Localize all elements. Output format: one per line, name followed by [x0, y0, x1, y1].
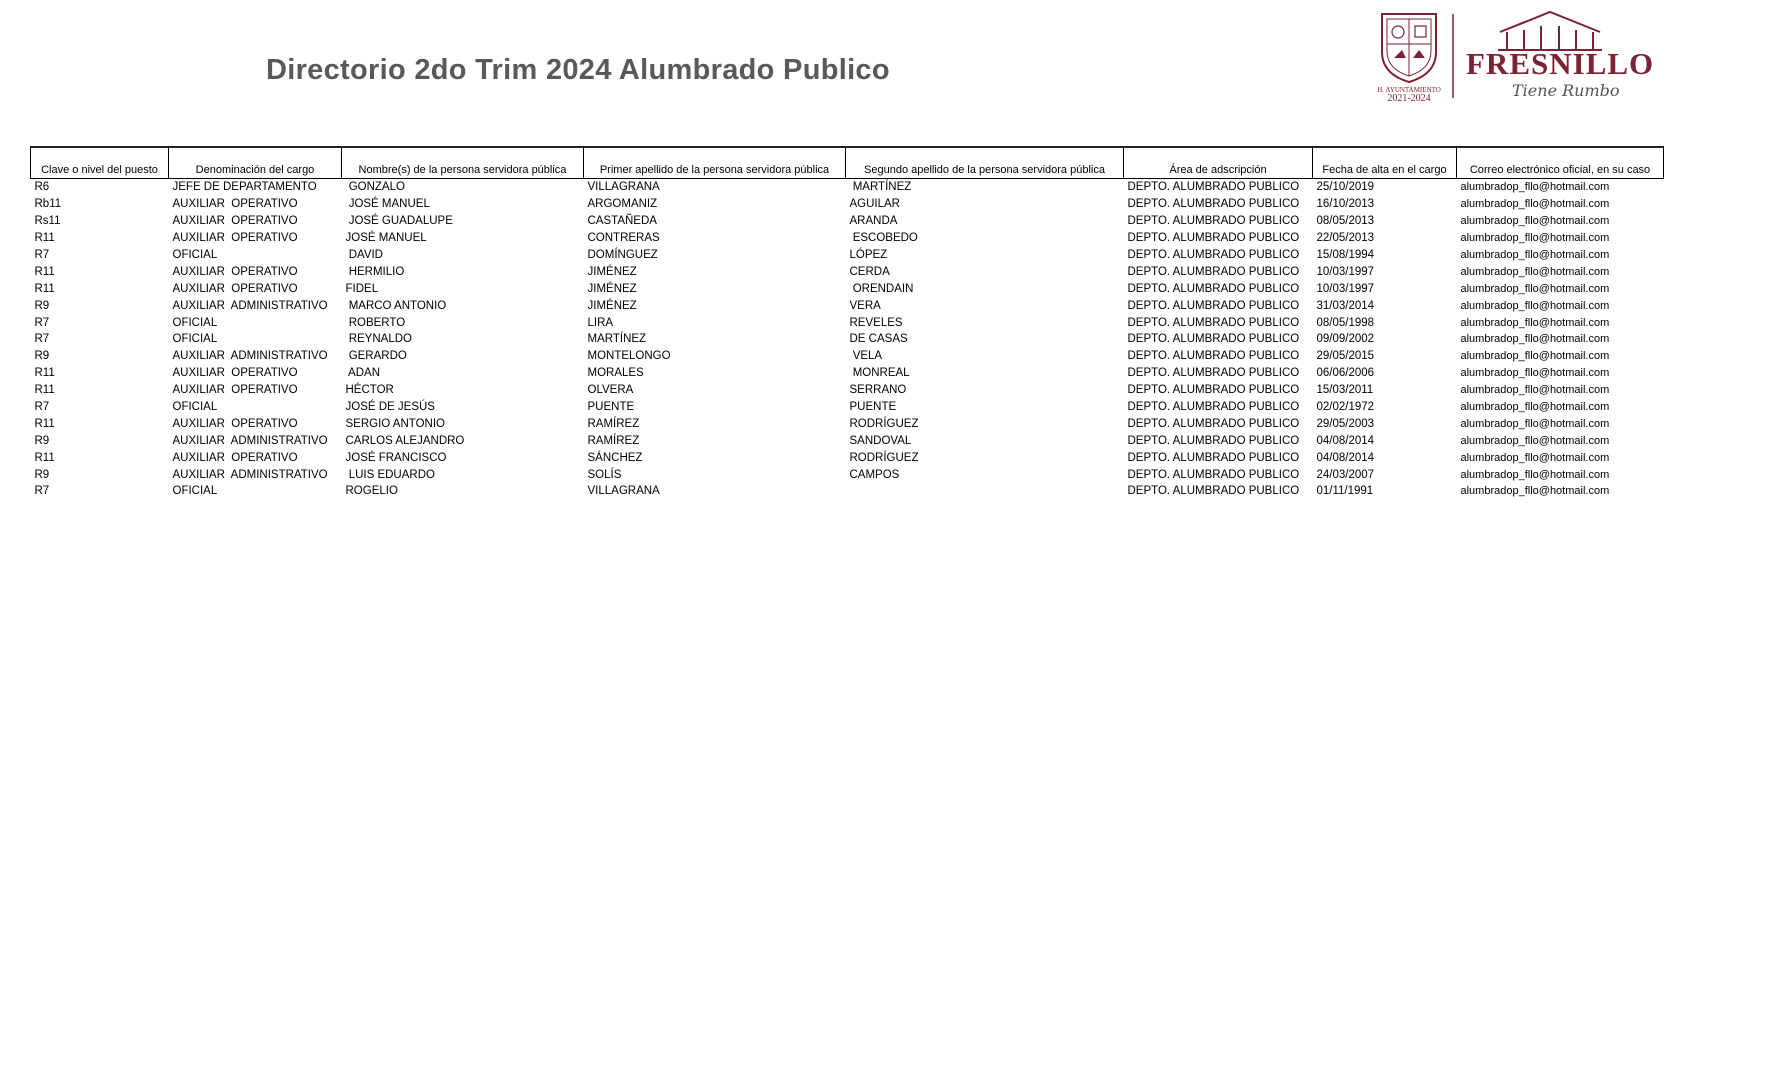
cell-cargo: OFICIAL	[172, 249, 218, 261]
cell-nombre: HÉCTOR	[345, 384, 394, 397]
column-header-nombre: Nombre(s) de la persona servidora pública	[342, 147, 584, 179]
cell-nombre: SERGIO ANTONIO	[345, 417, 445, 430]
cell-primer-apellido: JIMÉNEZ	[587, 299, 637, 312]
cell-area: DEPTO. ALUMBRADO PUBLICO	[1127, 265, 1300, 278]
cell-primer-apellido: MONTELONGO	[587, 350, 671, 363]
cell-area: DEPTO. ALUMBRADO PUBLICO	[1127, 384, 1300, 397]
cell-cargo: AUXILIAR OPERATIVO	[172, 232, 298, 245]
cell-correo: alumbradop_fllo@hotmail.com	[1460, 401, 1610, 414]
cell-correo: alumbradop_fllo@hotmail.com	[1460, 333, 1610, 346]
cell-area: DEPTO. ALUMBRADO PUBLICO	[1127, 434, 1300, 447]
cell-area: DEPTO. ALUMBRADO PUBLICO	[1127, 198, 1300, 211]
cell-fecha-alta: 22/05/2013	[1316, 232, 1375, 245]
cell-fecha-alta: 24/03/2007	[1316, 468, 1375, 481]
cell-segundo-apellido: REVELES	[849, 316, 903, 329]
cell-fecha-alta: 15/03/2011	[1316, 384, 1374, 397]
table-row	[31, 415, 1664, 432]
cell-fecha-alta: 10/03/1997	[1316, 265, 1375, 278]
cell-correo: alumbradop_fllo@hotmail.com	[1460, 485, 1610, 498]
cell-clave: R9	[34, 434, 50, 447]
table-row	[31, 382, 1664, 399]
cell-clave: R7	[34, 316, 50, 329]
cell-cargo: OFICIAL	[172, 316, 218, 329]
cell-fecha-alta: 31/03/2014	[1316, 299, 1375, 312]
column-header-segundo-apellido: Segundo apellido de la persona servidora pública	[846, 147, 1124, 179]
cell-cargo: AUXILIAR OPERATIVO	[172, 215, 298, 228]
cell-clave: R6	[34, 181, 50, 194]
table-row	[31, 280, 1664, 297]
table-row	[31, 466, 1664, 483]
cell-clave: R11	[34, 282, 55, 295]
cell-clave: R11	[34, 232, 55, 245]
cell-segundo-apellido: DE CASAS	[849, 333, 908, 346]
column-header-area: Área de adscripción	[1124, 147, 1313, 179]
cell-fecha-alta: 16/10/2013	[1316, 198, 1375, 211]
cell-area: DEPTO. ALUMBRADO PUBLICO	[1127, 485, 1300, 498]
cell-segundo-apellido: AGUILAR	[849, 198, 900, 211]
table-row	[31, 449, 1664, 466]
cell-area: DEPTO. ALUMBRADO PUBLICO	[1127, 468, 1300, 481]
cell-correo: alumbradop_fllo@hotmail.com	[1460, 468, 1610, 481]
table-row	[31, 483, 1664, 500]
cell-cargo: AUXILIAR ADMINISTRATIVO	[172, 299, 328, 312]
cell-cargo: AUXILIAR OPERATIVO	[172, 282, 298, 295]
cell-segundo-apellido: LÓPEZ	[849, 249, 888, 261]
cell-primer-apellido: OLVERA	[587, 384, 634, 397]
table-row	[31, 297, 1664, 314]
cell-fecha-alta: 01/11/1991	[1316, 485, 1374, 498]
kiosk-icon	[1498, 12, 1602, 50]
page-title: Directorio 2do Trim 2024 Alumbrado Publico	[266, 54, 890, 86]
cell-nombre: DAVID	[345, 249, 383, 261]
cell-correo: alumbradop_fllo@hotmail.com	[1460, 299, 1610, 312]
cell-primer-apellido: PUENTE	[587, 401, 635, 414]
cell-area: DEPTO. ALUMBRADO PUBLICO	[1127, 282, 1300, 295]
cell-clave: R11	[34, 384, 55, 397]
fresnillo-logo-graphic	[1372, 6, 1662, 102]
cell-primer-apellido: SÁNCHEZ	[587, 451, 643, 464]
cell-cargo: AUXILIAR ADMINISTRATIVO	[172, 434, 328, 447]
cell-clave: R7	[34, 485, 50, 498]
cell-primer-apellido: JIMÉNEZ	[587, 265, 637, 278]
cell-area: DEPTO. ALUMBRADO PUBLICO	[1127, 417, 1300, 430]
column-header-correo: Correo electrónico oficial, en su caso	[1457, 147, 1664, 179]
cell-segundo-apellido: RODRÍGUEZ	[849, 417, 919, 430]
cell-cargo: OFICIAL	[172, 401, 218, 414]
cell-primer-apellido: VILLAGRANA	[587, 181, 660, 194]
cell-correo: alumbradop_fllo@hotmail.com	[1460, 232, 1610, 245]
cell-fecha-alta: 15/08/1994	[1316, 249, 1375, 261]
cell-nombre: ROBERTO	[345, 316, 406, 329]
cell-segundo-apellido: PUENTE	[849, 401, 897, 414]
cell-nombre: HERMILIO	[345, 265, 405, 278]
cell-nombre: GERARDO	[345, 350, 407, 363]
cell-cargo: OFICIAL	[172, 333, 218, 346]
seal-caption-2: 2021-2024	[1387, 93, 1431, 102]
cell-area: DEPTO. ALUMBRADO PUBLICO	[1127, 249, 1300, 261]
cell-clave: R7	[34, 401, 50, 414]
cell-nombre: JOSÉ MANUEL	[345, 198, 430, 211]
seal-caption-1: H. AYUNTAMIENTO	[1377, 86, 1441, 94]
cell-fecha-alta: 04/08/2014	[1316, 434, 1375, 447]
cell-segundo-apellido: MARTÍNEZ	[849, 181, 912, 194]
cell-cargo: AUXILIAR OPERATIVO	[172, 384, 298, 397]
directory-table	[30, 146, 1664, 500]
cell-fecha-alta: 04/08/2014	[1316, 451, 1375, 464]
cell-nombre: ROGELIO	[345, 485, 398, 498]
cell-primer-apellido: DOMÍNGUEZ	[587, 249, 658, 261]
cell-area: DEPTO. ALUMBRADO PUBLICO	[1127, 401, 1300, 414]
directory-table-wrapper	[30, 146, 1664, 500]
cell-nombre: JOSÉ MANUEL	[345, 232, 427, 245]
cell-primer-apellido: ARGOMANIZ	[587, 198, 658, 211]
table-row	[31, 348, 1664, 365]
cell-correo: alumbradop_fllo@hotmail.com	[1460, 282, 1610, 295]
cell-area: DEPTO. ALUMBRADO PUBLICO	[1127, 451, 1300, 464]
cell-cargo: AUXILIAR OPERATIVO	[172, 451, 298, 464]
cell-primer-apellido: RAMÍREZ	[587, 434, 640, 447]
cell-fecha-alta: 02/02/1972	[1316, 401, 1375, 414]
table-row	[31, 196, 1664, 213]
cell-area: DEPTO. ALUMBRADO PUBLICO	[1127, 316, 1300, 329]
cell-correo: alumbradop_fllo@hotmail.com	[1460, 451, 1610, 464]
cell-segundo-apellido: ESCOBEDO	[849, 232, 918, 245]
cell-segundo-apellido: VELA	[849, 350, 883, 363]
cell-fecha-alta: 10/03/1997	[1316, 282, 1375, 295]
cell-correo: alumbradop_fllo@hotmail.com	[1460, 265, 1610, 278]
table-row	[31, 314, 1664, 331]
cell-clave: R9	[34, 299, 50, 312]
cell-clave: R7	[34, 249, 50, 261]
cell-clave: R11	[34, 417, 55, 430]
cell-clave: R11	[34, 451, 55, 464]
cell-cargo: AUXILIAR ADMINISTRATIVO	[172, 468, 328, 481]
cell-primer-apellido: LIRA	[587, 316, 614, 329]
cell-nombre: ADAN	[345, 367, 381, 380]
cell-segundo-apellido: ARANDA	[849, 215, 898, 228]
cell-cargo: AUXILIAR OPERATIVO	[172, 198, 298, 211]
cell-area: DEPTO. ALUMBRADO PUBLICO	[1127, 299, 1300, 312]
cell-correo: alumbradop_fllo@hotmail.com	[1460, 181, 1610, 194]
column-header-clave: Clave o nivel del puesto	[31, 147, 169, 179]
cell-segundo-apellido: VERA	[849, 299, 881, 312]
cell-segundo-apellido: ORENDAIN	[849, 282, 914, 295]
cell-primer-apellido: MARTÍNEZ	[587, 333, 647, 346]
cell-clave: R11	[34, 367, 55, 380]
table-row	[31, 263, 1664, 280]
column-header-primer-apellido: Primer apellido de la persona servidora pública	[584, 147, 846, 179]
cell-primer-apellido: VILLAGRANA	[587, 485, 660, 498]
table-row	[31, 247, 1664, 264]
cell-segundo-apellido: CERDA	[849, 265, 890, 278]
cell-segundo-apellido: CAMPOS	[849, 468, 900, 481]
column-header-fecha-alta: Fecha de alta en el cargo	[1313, 147, 1457, 179]
cell-primer-apellido: SOLÍS	[587, 468, 622, 481]
cell-segundo-apellido: SERRANO	[849, 384, 907, 397]
fresnillo-logo	[1372, 6, 1662, 102]
table-row	[31, 213, 1664, 230]
cell-primer-apellido: RAMÍREZ	[587, 417, 640, 430]
cell-fecha-alta: 29/05/2015	[1316, 350, 1375, 363]
cell-area: DEPTO. ALUMBRADO PUBLICO	[1127, 232, 1300, 245]
cell-nombre: CARLOS ALEJANDRO	[345, 434, 465, 447]
table-body	[31, 179, 1664, 500]
brand-slogan: Tiene Rumbo	[1512, 81, 1620, 100]
cell-correo: alumbradop_fllo@hotmail.com	[1460, 350, 1610, 363]
municipal-seal-icon	[1382, 14, 1436, 82]
cell-area: DEPTO. ALUMBRADO PUBLICO	[1127, 181, 1300, 194]
cell-cargo: JEFE DE DEPARTAMENTO	[172, 181, 317, 194]
table-row	[31, 230, 1664, 247]
cell-fecha-alta: 06/06/2006	[1316, 367, 1375, 380]
cell-area: DEPTO. ALUMBRADO PUBLICO	[1127, 350, 1300, 363]
cell-clave: Rs11	[34, 215, 61, 228]
cell-clave: R9	[34, 468, 50, 481]
table-row	[31, 432, 1664, 449]
cell-segundo-apellido: SANDOVAL	[849, 434, 912, 447]
table-header-row	[31, 147, 1664, 179]
cell-primer-apellido: CONTRERAS	[587, 232, 660, 245]
table-row	[31, 365, 1664, 382]
cell-segundo-apellido: MONREAL	[849, 367, 910, 380]
cell-clave: R7	[34, 333, 50, 346]
cell-area: DEPTO. ALUMBRADO PUBLICO	[1127, 215, 1300, 228]
cell-area: DEPTO. ALUMBRADO PUBLICO	[1127, 367, 1300, 380]
cell-nombre: REYNALDO	[345, 333, 412, 346]
cell-correo: alumbradop_fllo@hotmail.com	[1460, 215, 1610, 228]
cell-fecha-alta: 08/05/1998	[1316, 316, 1375, 329]
cell-cargo: AUXILIAR OPERATIVO	[172, 367, 298, 380]
cell-correo: alumbradop_fllo@hotmail.com	[1460, 367, 1610, 380]
cell-cargo: OFICIAL	[172, 485, 218, 498]
cell-fecha-alta: 09/09/2002	[1316, 333, 1375, 346]
cell-nombre: FIDEL	[345, 282, 379, 295]
cell-correo: alumbradop_fllo@hotmail.com	[1460, 434, 1610, 447]
cell-nombre: MARCO ANTONIO	[345, 299, 447, 312]
cell-segundo-apellido	[846, 483, 1124, 500]
cell-fecha-alta: 08/05/2013	[1316, 215, 1375, 228]
cell-correo: alumbradop_fllo@hotmail.com	[1460, 384, 1610, 397]
cell-nombre: LUIS EDUARDO	[345, 468, 435, 481]
cell-correo: alumbradop_fllo@hotmail.com	[1460, 316, 1610, 329]
cell-nombre: JOSÉ FRANCISCO	[345, 451, 447, 464]
cell-segundo-apellido: RODRÍGUEZ	[849, 451, 919, 464]
cell-clave: R11	[34, 265, 55, 278]
brand-name: FRESNILLO	[1466, 46, 1655, 81]
cell-fecha-alta: 25/10/2019	[1316, 181, 1375, 194]
cell-clave: R9	[34, 350, 50, 363]
cell-primer-apellido: CASTAÑEDA	[587, 215, 657, 228]
table-row	[31, 331, 1664, 348]
cell-correo: alumbradop_fllo@hotmail.com	[1460, 249, 1610, 261]
cell-primer-apellido: JIMÉNEZ	[587, 282, 637, 295]
cell-primer-apellido: MORALES	[587, 367, 644, 380]
cell-clave: Rb11	[34, 198, 62, 211]
cell-correo: alumbradop_fllo@hotmail.com	[1460, 198, 1610, 211]
table-row	[31, 399, 1664, 416]
cell-cargo: AUXILIAR OPERATIVO	[172, 417, 298, 430]
cell-fecha-alta: 29/05/2003	[1316, 417, 1375, 430]
column-header-cargo: Denominación del cargo	[169, 147, 342, 179]
cell-nombre: JOSÉ DE JESÚS	[345, 401, 435, 414]
table-row	[31, 179, 1664, 196]
cell-cargo: AUXILIAR ADMINISTRATIVO	[172, 350, 328, 363]
cell-cargo: AUXILIAR OPERATIVO	[172, 265, 298, 278]
cell-nombre: GONZALO	[345, 181, 405, 194]
cell-nombre: JOSÉ GUADALUPE	[345, 215, 453, 228]
cell-correo: alumbradop_fllo@hotmail.com	[1460, 417, 1610, 430]
cell-area: DEPTO. ALUMBRADO PUBLICO	[1127, 333, 1300, 346]
